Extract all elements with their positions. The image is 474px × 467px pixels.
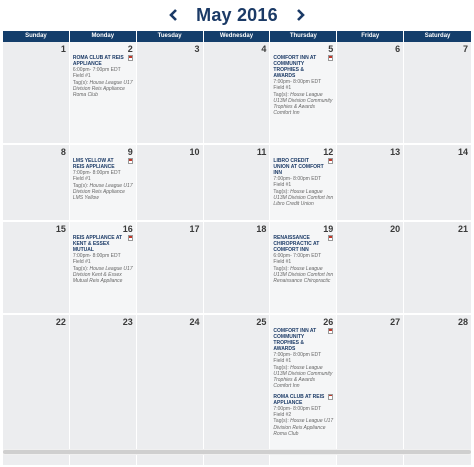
month-calendar — [3, 31, 471, 467]
next-month-button[interactable] — [292, 7, 308, 23]
event-tags — [273, 266, 333, 285]
calendar-event — [273, 394, 333, 437]
day-cell[interactable] — [270, 145, 337, 220]
event-field: Field #1 — [72, 73, 91, 80]
day-number: 3 — [194, 44, 200, 54]
event-tags — [73, 266, 133, 285]
day-number: 8 — [60, 147, 66, 157]
event-field: Field #1 — [273, 182, 292, 189]
week-row — [3, 315, 471, 467]
tags-value[interactable]: House League U17 Division Kent & Essex Mutual Reis Appliance — [72, 265, 133, 285]
day-number: 10 — [189, 147, 200, 157]
day-cell[interactable] — [337, 222, 404, 313]
day-cell[interactable] — [70, 145, 137, 220]
day-cell[interactable] — [3, 145, 70, 220]
day-cell[interactable] — [204, 42, 271, 143]
day-number: 17 — [189, 224, 200, 234]
event-title[interactable]: LIBRO CREDIT UNION AT COMFORT INN — [273, 158, 324, 176]
tags-label: Tag(s): — [72, 265, 89, 272]
add-to-calendar-icon[interactable] — [128, 158, 133, 164]
event-time: 7:00pm- 8:00pm EDT — [273, 405, 322, 412]
day-cell[interactable] — [3, 42, 70, 143]
calendar-event — [273, 235, 333, 284]
day-number: 28 — [457, 317, 468, 327]
event-time: 7:00pm- 8:00pm EDT — [72, 253, 121, 259]
day-cell[interactable] — [70, 315, 137, 465]
day-number: 18 — [256, 224, 267, 234]
weekday-wednesday: Wednesday — [204, 31, 271, 42]
add-to-calendar-icon[interactable] — [128, 55, 133, 61]
event-title[interactable]: REIS APPLIANCE AT KENT & ESSEX MUTUAL — [72, 235, 123, 253]
day-cell[interactable] — [3, 315, 70, 465]
day-cell[interactable] — [204, 145, 271, 220]
calendar-event — [273, 328, 333, 390]
day-number: 26 — [323, 317, 334, 327]
day-cell[interactable] — [204, 315, 271, 465]
event-title[interactable]: RENAISSANCE CHIROPRACTIC AT COMFORT INN — [273, 235, 320, 253]
day-cell[interactable] — [404, 145, 471, 220]
tags-label: Tag(s): — [273, 91, 289, 98]
event-title[interactable]: LMS YELLOW AT REIS APPLIANCE — [72, 158, 115, 170]
add-to-calendar-icon[interactable] — [328, 235, 333, 241]
day-number: 13 — [390, 147, 401, 157]
day-number: 27 — [390, 317, 401, 327]
day-number: 24 — [189, 317, 200, 327]
tags-value[interactable]: House League U13M Division Community Trophies & Awards Comfort Inn — [273, 364, 333, 390]
day-cell[interactable] — [337, 315, 404, 465]
add-to-calendar-icon[interactable] — [328, 394, 333, 400]
prev-month-button[interactable] — [166, 7, 182, 23]
weekday-thursday: Thursday — [270, 31, 337, 42]
event-title[interactable]: ROMA CLUB AT REIS APPLIANCE — [72, 55, 124, 67]
tags-value[interactable]: House League U13M Division Community Trophies & Awards Comfort Inn — [273, 91, 333, 117]
tags-label: Tag(s): — [72, 79, 89, 86]
day-cell[interactable] — [404, 222, 471, 313]
day-cell[interactable] — [70, 42, 137, 143]
tags-value[interactable]: House League U17 Division Reis Appliance LMS Yellow — [72, 182, 133, 202]
day-cell[interactable] — [337, 145, 404, 220]
calendar-event — [73, 55, 133, 98]
day-cell[interactable] — [337, 42, 404, 143]
week-row — [3, 42, 471, 145]
day-number: 9 — [127, 147, 133, 157]
day-number: 20 — [390, 224, 401, 234]
day-number: 11 — [256, 147, 267, 157]
day-number: 2 — [127, 44, 133, 54]
tags-value[interactable]: House League U17 Division Reis Appliance Roma Club — [72, 79, 133, 99]
day-cell[interactable] — [204, 222, 271, 313]
event-time: 7:00pm- 8:00pm EDT — [273, 176, 322, 182]
add-to-calendar-icon[interactable] — [328, 328, 333, 334]
calendar-weeks — [3, 42, 471, 467]
day-number: 23 — [122, 317, 133, 327]
calendar-event — [73, 158, 133, 201]
add-to-calendar-icon[interactable] — [128, 235, 133, 241]
event-tags — [73, 183, 133, 202]
day-cell[interactable] — [270, 222, 337, 313]
event-tags — [273, 189, 333, 208]
event-field: Field #1 — [273, 358, 292, 365]
event-tags — [73, 80, 133, 99]
tags-value[interactable]: House League U13M Division Comfort Inn Renaissance Chiropractic — [273, 265, 334, 285]
day-cell[interactable] — [70, 222, 137, 313]
weekday-header-row — [3, 31, 471, 42]
month-title: May 2016 — [196, 4, 278, 25]
tags-label: Tag(s): — [273, 364, 289, 371]
weekday-tuesday: Tuesday — [137, 31, 204, 42]
day-cell[interactable] — [137, 42, 204, 143]
event-field: Field #1 — [72, 176, 91, 183]
day-number: 1 — [60, 44, 66, 54]
add-to-calendar-icon[interactable] — [328, 55, 333, 61]
day-number: 4 — [261, 44, 267, 54]
event-field: Field #2 — [273, 412, 292, 419]
day-cell[interactable] — [137, 145, 204, 220]
tags-label: Tag(s): — [273, 265, 289, 272]
day-number: 21 — [457, 224, 468, 234]
event-time: 6:00pm- 7:00pm EDT — [72, 67, 121, 73]
calendar-event — [73, 235, 133, 284]
day-number: 6 — [395, 44, 401, 54]
add-to-calendar-icon[interactable] — [328, 158, 333, 164]
event-tags — [273, 418, 333, 437]
day-cell[interactable] — [3, 222, 70, 313]
chevron-right-icon — [294, 9, 306, 21]
day-number: 12 — [323, 147, 334, 157]
tags-label: Tag(s): — [273, 418, 289, 425]
tags-value[interactable]: House League U17 Division Reis Appliance Roma Club — [273, 418, 334, 437]
weekday-friday: Friday — [337, 31, 404, 42]
weekday-saturday: Saturday — [404, 31, 471, 42]
day-number: 14 — [457, 147, 468, 157]
day-cell[interactable] — [137, 315, 204, 465]
event-title[interactable]: COMFORT INN AT COMMUNITY TROPHIES & AWARDS — [273, 328, 317, 352]
weekday-sunday: Sunday — [3, 31, 70, 42]
horizontal-scrollbar[interactable] — [3, 449, 471, 455]
event-title[interactable]: COMFORT INN AT COMMUNITY TROPHIES & AWARDS — [273, 55, 317, 79]
event-title[interactable]: ROMA CLUB AT REIS APPLIANCE — [273, 393, 325, 406]
day-number: 7 — [462, 44, 468, 54]
tags-label: Tag(s): — [273, 188, 289, 195]
calendar-event — [273, 55, 333, 117]
day-number: 25 — [256, 317, 267, 327]
weekday-monday: Monday — [70, 31, 137, 42]
tags-value[interactable]: House League U13M Division Comfort Inn Libro Credit Union — [273, 188, 334, 208]
event-time: 7:00pm- 8:00pm EDT — [72, 170, 121, 176]
event-field: Field #1 — [273, 85, 292, 92]
day-number: 15 — [55, 224, 66, 234]
day-cell[interactable] — [404, 42, 471, 143]
week-row — [3, 222, 471, 315]
event-time: 6:00pm- 7:00pm EDT — [273, 253, 322, 259]
calendar-header — [0, 0, 474, 30]
event-time: 7:00pm- 8:00pm EDT — [273, 352, 322, 358]
day-number: 19 — [323, 224, 334, 234]
week-row — [3, 145, 471, 222]
scrollbar-thumb[interactable] — [3, 450, 471, 454]
chevron-left-icon — [168, 9, 180, 21]
day-number: 22 — [55, 317, 66, 327]
event-field: Field #1 — [72, 259, 91, 266]
day-cell[interactable] — [137, 222, 204, 313]
tags-label: Tag(s): — [72, 182, 89, 189]
day-cell[interactable] — [270, 42, 337, 143]
event-tags — [273, 92, 333, 117]
day-cell[interactable] — [270, 315, 337, 465]
day-cell[interactable] — [404, 315, 471, 465]
calendar-event — [273, 158, 333, 207]
day-number: 16 — [122, 224, 133, 234]
day-number: 5 — [328, 44, 334, 54]
event-tags — [273, 365, 333, 390]
event-time: 7:00pm- 8:00pm EDT — [273, 79, 322, 85]
event-field: Field #1 — [273, 259, 292, 266]
